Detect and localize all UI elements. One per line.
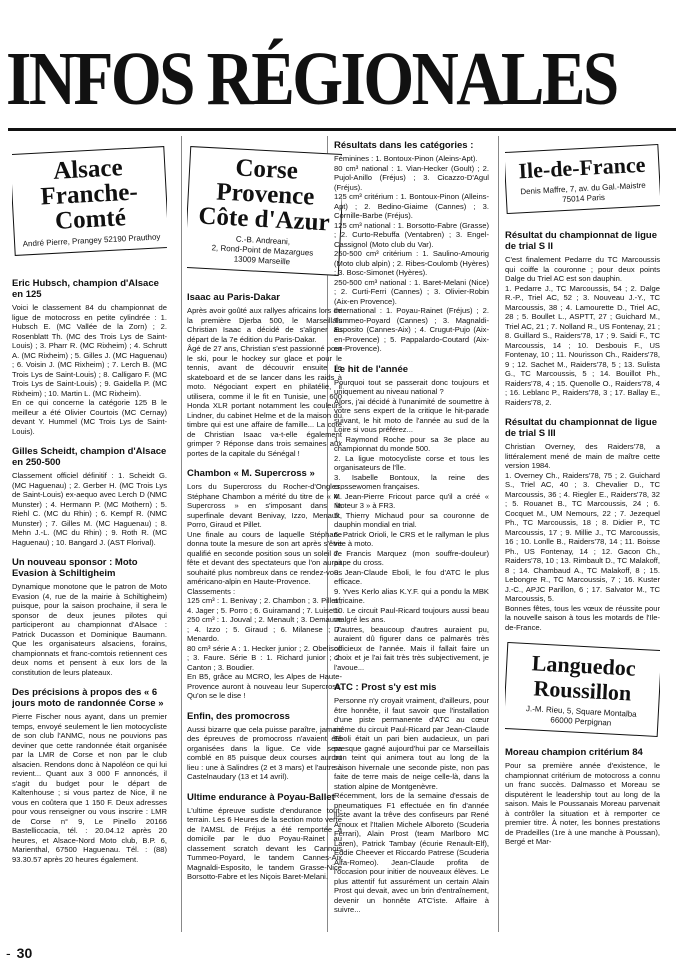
article-dakar <box>187 292 342 458</box>
article-body: L'ultime épreuve sudiste d'endurance tout-terrain. Les 6 Heures de la section moto verte de l'AMSL de Fréjus a été remportée à domicile par le duo Poyau-Rainet au classement scratch devant les Cannois Tummeo-Poyard, le tandem Cannes-Aix Magnaldi-Esposito, le tandem Grasse-Nice Borsotto-Fabre et les Niçois Baret-Melani. <box>187 805 342 881</box>
region-header-languedoc <box>505 642 660 737</box>
region-header-alsace <box>12 146 167 256</box>
article-body: Lors du Supercross du Rocher-d'Ongles, Stéphane Chambon a mérité du titre de « M. Supercross » en s'imposant dans la superfinale devant Benivay, Izzo, Menault, Porro, Giraud et Pillet. Une finale au cours de laquelle Stéphane donna toute la mesure de son art après s'être qualifié en seconde position sous un soleil de fête et devant des spectateurs que l'on aurait souhaité plus nombreux dans ce rendez-vous américano-alpin en Haute-Provence. Classements : 125 cm³ : 1. Benivay ; 2. Chambon ; 3. Pillet ; 4. Jager ; 5. Porro ; 6. Guiramand ; 7. Luisetti. 250 cm³ : 1. Jouval ; 2. Menault ; 3. Demauve ; 4. Izzo ; 5. Giraud ; 6. Milanese ; 7. Menardo. 80 cm³ série A : 1. Hecker junior ; 2. Obelisco ; 3. Faure. Série B : 1. Richard junior ; 2. Canton ; 3. Boudier. En B5, grâce au MCRO, les Alpes de Haute-Provence auront à nouveau leur Supercross. Qu'on se le dise ! <box>187 482 342 700</box>
article-moreau <box>505 747 660 847</box>
article-title: Eric Hubsch, champion d'Alsace en 125 <box>12 278 159 300</box>
article-title: Ultime endurance à Poyau-Ballet <box>187 791 335 803</box>
article-chambon <box>187 468 342 701</box>
article-atc <box>334 682 489 915</box>
article-trial-s2 <box>505 230 660 407</box>
article-body: Classement officiel définitif : 1. Scheidt G. (MC Haguenau) ; 2. Gerber H. (MC Trois Lys de Saint-Louis) ex-aequo avec Lerch D (NMC Munster) ; 4. Hermann P. (MC Mothern) ; 5. Riehl C. (MC du Rhin) ; 6. Kempf R. (NMC Munster) ; 7. Gilles M. (MC Haguenau) ; 8. Mehn J.-L. (MC du Rhin) ; 9. Roth R. (MC Haguenau) ; 10. Bangard J. (AST Florival). <box>12 471 167 547</box>
region-name: Corse Provence Côte d'Azur <box>197 154 331 237</box>
article-title: Résultat du championnat de ligue de trial S III <box>505 417 658 439</box>
column-divider <box>498 136 499 932</box>
column-4 <box>505 136 660 932</box>
region-address: Denis Maffre, 7, av. du Gal.-Maistre 75014 Paris <box>520 180 646 205</box>
article-body: Christian Overney, des Raiders'78, a littéralement mené de main de maître cette version 1984. 1. Overney Ch., Raiders'78, 75 ; 2. Guichard S., Triel AC, 40 ; 3. Chevalier D., TC Marcoussis, 36 ; 4. Riegler E., Raiders'78, 32 ; 5. Rouanet B., TC Marcoussis, 24 ; 6. Cocquet M., UM Nemours, 22 ; 7. Jezequel Ph., TC Marcoussis, 18 ; 8. Didier P., TC Marcoussis, 17 ; 9. Millie J., TC Marcoussis, 16 ; 10. Lonlle B., Raiders'78, 14 ; 11. Boisse Ph., US Fontenay, 14 ; 12. Gacon Ch., Raiders'78, 10 ; 13. Rimbault D., TC Malakoff, 8 ; 14. Chambaud A., TC Malakoff, 8 ; 15. Lebongre R., TC Marcoussis, 7 ; 16. Kuster J.-C., APJC Parillon, 6 ; 17. Salvator M., TC Marcoussis, 5. Bonnes fêtes, tous les vœux de réussite pour la nouvelle saison à tous les motards de l'Ile-de-France. <box>505 442 660 632</box>
article-title: Enfin, des promocross <box>187 710 290 722</box>
article-hubsch <box>12 278 167 436</box>
article-sponsor <box>12 557 167 677</box>
region-name: Ile-de-France <box>517 151 646 184</box>
title-rule <box>8 128 676 131</box>
article-title: Un nouveau sponsor : Moto Evasion à Schiltigheim <box>12 557 138 579</box>
article-title: Isaac au Paris-Dakar <box>187 292 280 303</box>
column-1 <box>12 136 167 932</box>
article-trial-s3 <box>505 417 660 632</box>
article-poyau <box>187 792 342 882</box>
column-divider <box>181 136 182 932</box>
region-address: André Pierre, Prangey 52190 Prauthoy <box>22 232 161 249</box>
article-body: Féminines : 1. Bontoux-Pinon (Aleins-Apt). 80 cm³ national : 1. Vian-Hecker (Goult) ; 2. Pujol-Anillo (Fréjus) ; 3. Cicazzo-D'Agul (Fréjus). 125 cm³ critérium : 1. Bontoux-Pinon (Alleins-Apt) ; 2. Bedino-Giaime (Cannes) ; 3. Cornille-Barbe (Fréjus). 125 cm³ national : 1. Borsotto-Fabre (Grasse) ; 2. Curto-Rebuffa (Ventabren) ; 3. Engel-Cassignol (Moto club du Var). 250-500 cm³ critérium : 1. Saulino-Amourig (Moto club alpin) ; 2. Ribes-Coulomb (Hyères) ; 3. Bosc-Simonet (Hyères). 250-500 cm³ national : 1. Baret-Melani (Nice) ; 2. Curti-Ferri (Cannes) ; 3. Olivier-Robin (Aix-en Provence). International : 1. Poyau-Rainet (Fréjus) ; 2. Tummeo-Poyard (Cannes) ; 3. Magnaldi-Esposito (Cannes-Aix) ; 4. Crugut-Pujo (Aix-en-Provence) ; 5. Pappalardo-Coutard (Aix-en-Provence). <box>334 154 489 353</box>
page-number: - 30 <box>6 945 32 961</box>
article-body: Dynamique monotone que le patron de Moto Evasion (4, rue de la mairie à Schiltigheim) puisque, pour la saison prochaine, il sera le sponsor de deux jeunes pilotes qui participeront au championnat d'Alsace : Patrick Ducasson et Dominique Baumann. Que les organisateurs alsaciens, forains, championnats et franc-comtois retiennent ces deux noms et pensent à eux lors de la constitution de leurs plateaux. <box>12 582 167 677</box>
article-body: Pour sa première année d'existence, le championnat critérium de motocross a connu un franc succès. Dalmasso et Moreau se disputèrent le leadership tout au long de la saison. Mais le Poussanais Moreau parvenait à contrôler la situation et à remporter ce premier titre. À noter, les bonnes prestations de Pradeilles (1re à une manche à Poussan), Bergé et Mar- <box>505 761 660 846</box>
article-title: Le hit de l'année <box>334 363 409 375</box>
region-address: C.-B. Andreani, 2, Rond-Point de Mazargues 13009 Marseille <box>211 234 314 267</box>
article-body: Voici le classement 84 du championnat de ligue de motocross en petite cylindrée : 1. Hubsch E. (MC Vallée de la Zorn) ; 2. Rosenblatt Th. (MC des Trois Lys de Saint-Louis) ; 3. Pharr R. (MC Rixheim) ; 4. Schrutt A. (MC Rixheim) ; 5. Gilles J. (MC Haguenau) ; 6. Voisin J. (MC Rixheim) ; 7. Lerch B. (MC Trois Lys de Saint-Louis) ; 8. Calligaro F. (MC Trois Lys de Saint-Louis) ; 9. Gaidella P. (MC Rixheim) ; 10. Martin L. (MC Rixheim). En ce qui concerne la catégorie 125 B le meilleur a été Olivier Courtois (MC Cernay) devant Y. Hummel (MC Trois Lys de Saint-Louis). <box>12 303 167 436</box>
region-header-ile-de-france <box>505 144 660 214</box>
article-title: Gilles Scheidt, champion d'Alsace en 250-500 <box>12 446 167 468</box>
article-scheidt <box>12 446 167 547</box>
article-title: Résultats dans les catégories : <box>334 140 474 151</box>
article-resultats <box>334 140 489 354</box>
article-title: Moreau champion critérium 84 <box>505 747 643 758</box>
article-title: Chambon « M. Supercross » <box>187 468 315 479</box>
article-body: Après avoir goûté aux rallyes africains lors de la première Djerba 500, le Marseillais Christian Isaac a décidé de s'aligner au départ de la 7e édition du Paris-Dakar. Âgé de 27 ans, Christian s'est passionné pour le ski, pour le hockey sur glace et pour le tennis, avant de découvrir ensuite le skateboard et de se lancer dans les raids à moto. Négociant expert en philatélie, il utilisera, comme il le fit en Tunisie, une 600 Honda XLR portant notamment les couleurs Lindner, du cabinet Helme et de la maison du timbre qui est une affaire de famille... La cote de Christian Isaac va-t-elle également grimper ? Réponse dans trois semaines aux portes de la capitale du Sénégal ! <box>187 306 342 458</box>
article-body: Aussi bizarre que cela puisse paraître, jamais des épreuves de promocross n'avaient été organisées dans la ligue. Ce vide sera comblé en 85 puisque deux courses auront lieu : une à Salindres (2 et 3 mars) et l'autre à Castelnaudary (13 et 14 avril). <box>187 724 342 781</box>
article-title: ATC : Prost s'y est mis <box>334 682 437 693</box>
article-body: Personne n'y croyait vraiment, d'ailleurs, pour être honnête, il faut savoir que l'installation d'une piste permanente d'ATC au cœur même du circuit Paul-Ricard par Jean-Claude Eboli était un pari bien audacieux, un pari presque gagné aujourd'hui par ce Marseillais bon teint qui animera tout au long de la saison hivernale une seconde piste, non pas faite de terre mais de neige celle-là, dans la station alpine de Montgenèvre. Récemment, lors de la semaine d'essais de pneumatiques F1 effectuée en fin d'année juste avant la trêve des confiseurs par René Arnoux et l'Italien Michele Alboreto (Scuderia Ferrari), Alain Prost (team Marlboro MC Laren), Patrick Tambay (écurie Renault-Elf), Eddie Cheever et Riccardo Patrese (Scuderia Alfa-Romeo). Jean-Claude profita de l'occasion pour initier de nouveaux élèves. Le plus attentif fut assurément un certain Alain Prost qui devait, avec un brin d'entraînement, devenir un honnête ATC'iste. Affaire à suivre... <box>334 696 489 914</box>
article-body: Pierre Fischer nous ayant, dans un premier temps, envoyé seulement le lien motocycliste de son club l'ANMC, nous ne pouvions pas deviner que cette randonnée était organisée par la LMR de Corse et non par le club alsacien. Rendons donc à Napoléon ce qui lui revient... Quant aux 3 000 F annoncés, il s'agit du budget pour le départ de Kaltenhouse ; si vous partez de Nice, il ne vous en coûtera que 1 150 F. Deux adresses pour vous renseigner ou vous inscrire : LMR de Corse n° 9, Le Pinello 20166 Bastelliccacia, tél. : 20.04.12 après 20 heures, et Alsace-Nord Moto club, B.P. 6, Marienthal, 67500 Haguenau. Tél. : (88) 93.30.57 après 20 heures également. <box>12 712 167 864</box>
article-title: Des précisions à propos des « 6 jours moto de randonnée Corse » <box>12 687 164 709</box>
region-address: J.-M. Rieu, 5, Square Montalba 66000 Perpignan <box>525 704 637 728</box>
article-hitannee <box>334 364 489 673</box>
article-title: Résultat du championnat de ligue de trial S II <box>505 230 658 252</box>
article-body: C'est finalement Pedarre du TC Marcoussis qui coiffe la couronne ; pour deux points Dalge du Triel AC est son dauphin. 1. Pedarre J., TC Marcoussis, 54 ; 2. Dalge R.-P., Triel AC, 52 ; 3. Nouveau J.-Y., TC Marcoussis, 38 ; 4. Lamourette D., Triel AC, 28 ; 5. Boullet L., ASPTT, 27 ; Guichard M., Triel AC, 21 ; 7. Nolland R., US Fontenay, 21 ; 8. Guillard S., Raiders'78, 17 ; 9. Saidi F., TC Marcoussis, 14 ; 10. Desbouis F., US Fontenay, 10 ; 11. Nourisson Ch., Raiders'78, 9 ; 12. Sachet M., Raiders'78, 5 ; 13. Sulista G., TC Marcoussis, 5 ; 14. Bouillot Ph., Raiders'78, 4 ; 15. Quenolle O., Raiders'78, 4 ; 16. Leblanc P., Raiders'78, 3 ; 17. Ballay E., Raiders'78, 2. <box>505 255 660 407</box>
article-rando <box>12 687 167 864</box>
region-name: Languedoc Roussillon <box>531 650 637 706</box>
column-3 <box>334 136 489 932</box>
page-title: INFOS RÉGIONALES <box>6 37 617 121</box>
column-2 <box>187 136 342 932</box>
region-header-corse <box>187 146 342 276</box>
article-body: Pourquoi tout se passerait donc toujours et uniquement au niveau national ? Alors, j'ai décidé à l'unanimité de soumettre à votre sens expert de la critique le hit-parade suivant, le hit moto de l'année au sud de la Loire si vous préférez... 1. Raymond Roche pour sa 3e place au championnat du monde 500. 2. La ligue motocycliste corse et tous les organisateurs de l'île. 3. Isabelle Bontoux, la reine des crossewomen françaises. 4. Jean-Pierre Fricout parce qu'il a créé « Moteur 3 » à FR3. 5. Thierry Michaud pour sa couronne de dauphin mondial en trial. 6. Patrick Orioli, le CRS et le rallyman le plus vite à moto. 7. Francis Marquez (mon souffre-douleur) pape du cross. 8. Jean-Claude Eboli, le fou d'ATC le plus efficace. 9. Yves Kerlo alias K.Y.F. qui a pondu la MBK africaine. 10. Le circuit Paul-Ricard toujours aussi beau malgré les ans. D'autres, beaucoup d'autres auraient pu, auraient dû figurer dans ce palmarès très officieux de l'année. Mais il fallait faire un choix et je l'ai fait très très subjectivement, je l'avoue... <box>334 377 489 672</box>
article-promocross <box>187 711 342 782</box>
region-name: Alsace Franche-Comté <box>39 154 139 235</box>
